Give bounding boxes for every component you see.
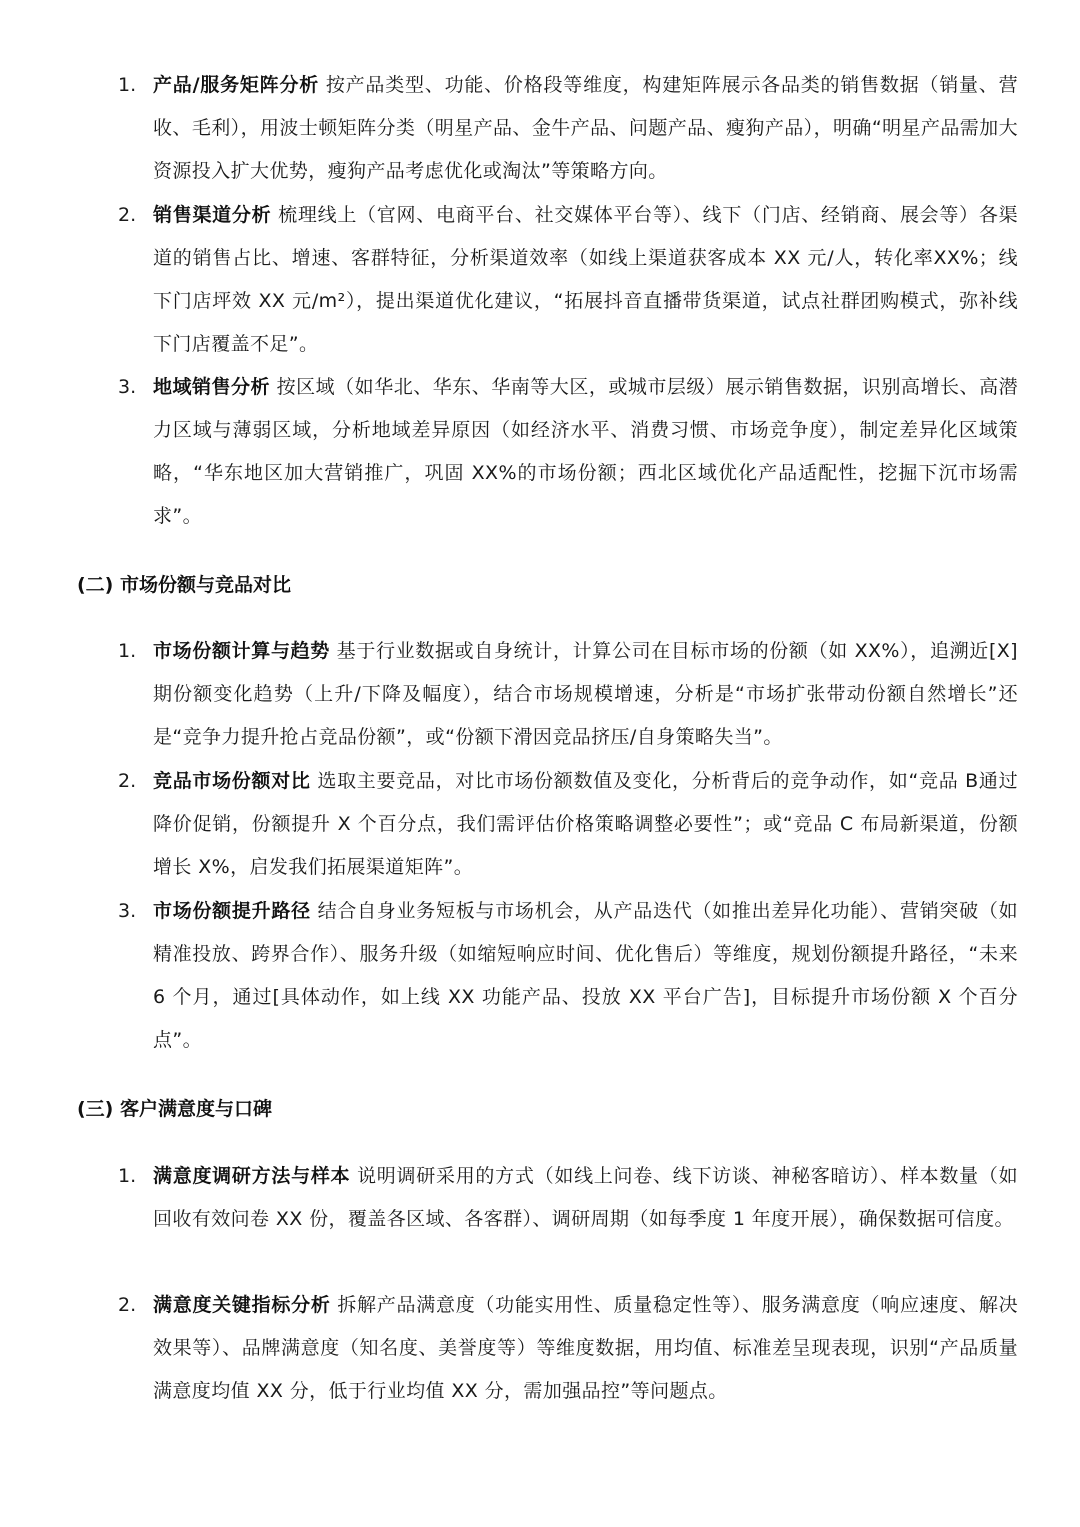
- item-term: 销售渠道分析: [153, 204, 272, 226]
- item-text: 说明调研采用的方式（如线上问卷、线下访谈、神秘客暗访）、样本数量（如回收有效问卷 XX 份，覆盖各区域、各客群）、调研周期（如每季度 1 年度开展），确保数据可信度。: [153, 1165, 1018, 1230]
- item-body: [153, 890, 1018, 1062]
- item-body: [153, 64, 1018, 193]
- item-body: [153, 1284, 1018, 1413]
- item-number: 2.: [118, 1294, 137, 1316]
- item-number: 2.: [118, 204, 137, 226]
- item-text: 选取主要竞品，对比市场份额数值及变化，分析背后的竞争动作，如“竞品 B通过降价促销，份额提升 X 个百分点，我们需评估价格策略调整必要性”；或“竞品 C 布局新渠道，份额增长 X%，启发我们拓展渠道矩阵”。: [153, 770, 1018, 878]
- item-term: 市场份额计算与趋势: [153, 640, 330, 662]
- item-term: 竞品市场份额对比: [153, 770, 311, 792]
- item-body: [153, 194, 1018, 366]
- item-body: [153, 1155, 1018, 1241]
- item-term: 满意度关键指标分析: [153, 1294, 331, 1316]
- item-term: 地域销售分析: [153, 376, 271, 398]
- item-term: 产品/服务矩阵分析: [153, 74, 320, 96]
- item-number: 3.: [118, 376, 137, 398]
- section-heading: (二) 市场份额与竞品对比: [77, 574, 291, 596]
- item-number: 1.: [118, 74, 137, 96]
- item-term: 市场份额提升路径: [153, 900, 311, 922]
- section-heading: (三) 客户满意度与口碑: [77, 1098, 272, 1120]
- item-text: 按产品类型、功能、价格段等维度，构建矩阵展示各品类的销售数据（销量、营收、毛利），用波士顿矩阵分类（明星产品、金牛产品、问题产品、瘦狗产品），明确“明星产品需加大资源投入扩大优势，瘦狗产品考虑优化或淘汰”等策略方向。: [153, 74, 1018, 182]
- item-text: 按区域（如华北、华东、华南等大区，或城市层级）展示销售数据，识别高增长、高潜力区域与薄弱区域，分析地域差异原因（如经济水平、消费习惯、市场竞争度），制定差异化区域策略，“华东地区加大营销推广，巩固 XX%的市场份额；西北区域优化产品适配性，挖掘下沉市场需求”。: [153, 376, 1018, 527]
- item-number: 1.: [118, 1165, 137, 1187]
- item-text: 基于行业数据或自身统计，计算公司在目标市场的份额（如 XX%），追溯近[X]期份额变化趋势（上升/下降及幅度），结合市场规模增速，分析是“市场扩张带动份额自然增长”还是“竞争力提升抢占竞品份额”，或“份额下滑因竞品挤压/自身策略失当”。: [153, 640, 1018, 748]
- item-body: [153, 760, 1018, 889]
- item-body: [153, 630, 1018, 759]
- item-text: 结合自身业务短板与市场机会，从产品迭代（如推出差异化功能）、营销突破（如精准投放、跨界合作）、服务升级（如缩短响应时间、优化售后）等维度，规划份额提升路径，“未来 6 个月，通过[具体动作，如上线 XX 功能产品、投放 XX 平台广告]，目标提升市场份额 X 个百分点”。: [153, 900, 1019, 1051]
- item-number: 1.: [118, 640, 137, 662]
- item-body: [153, 366, 1018, 538]
- item-term: 满意度调研方法与样本: [153, 1165, 351, 1187]
- item-number: 2.: [118, 770, 137, 792]
- item-text: 拆解产品满意度（功能实用性、质量稳定性等）、服务满意度（响应速度、解决效果等）、品牌满意度（知名度、美誉度等）等维度数据，用均值、标准差呈现表现，识别“产品质量满意度均值 XX 分，低于行业均值 XX 分，需加强品控”等问题点。: [153, 1294, 1018, 1402]
- item-number: 3.: [118, 900, 137, 922]
- item-text: 梳理线上（官网、电商平台、社交媒体平台等）、线下（门店、经销商、展会等）各渠道的销售占比、增速、客群特征，分析渠道效率（如线上渠道获客成本 XX 元/人，转化率XX%；线下门店坪效 XX 元/m²），提出渠道优化建议，“拓展抖音直播带货渠道，试点社群团购模式，弥补线下门店覆盖不足”。: [153, 204, 1018, 355]
